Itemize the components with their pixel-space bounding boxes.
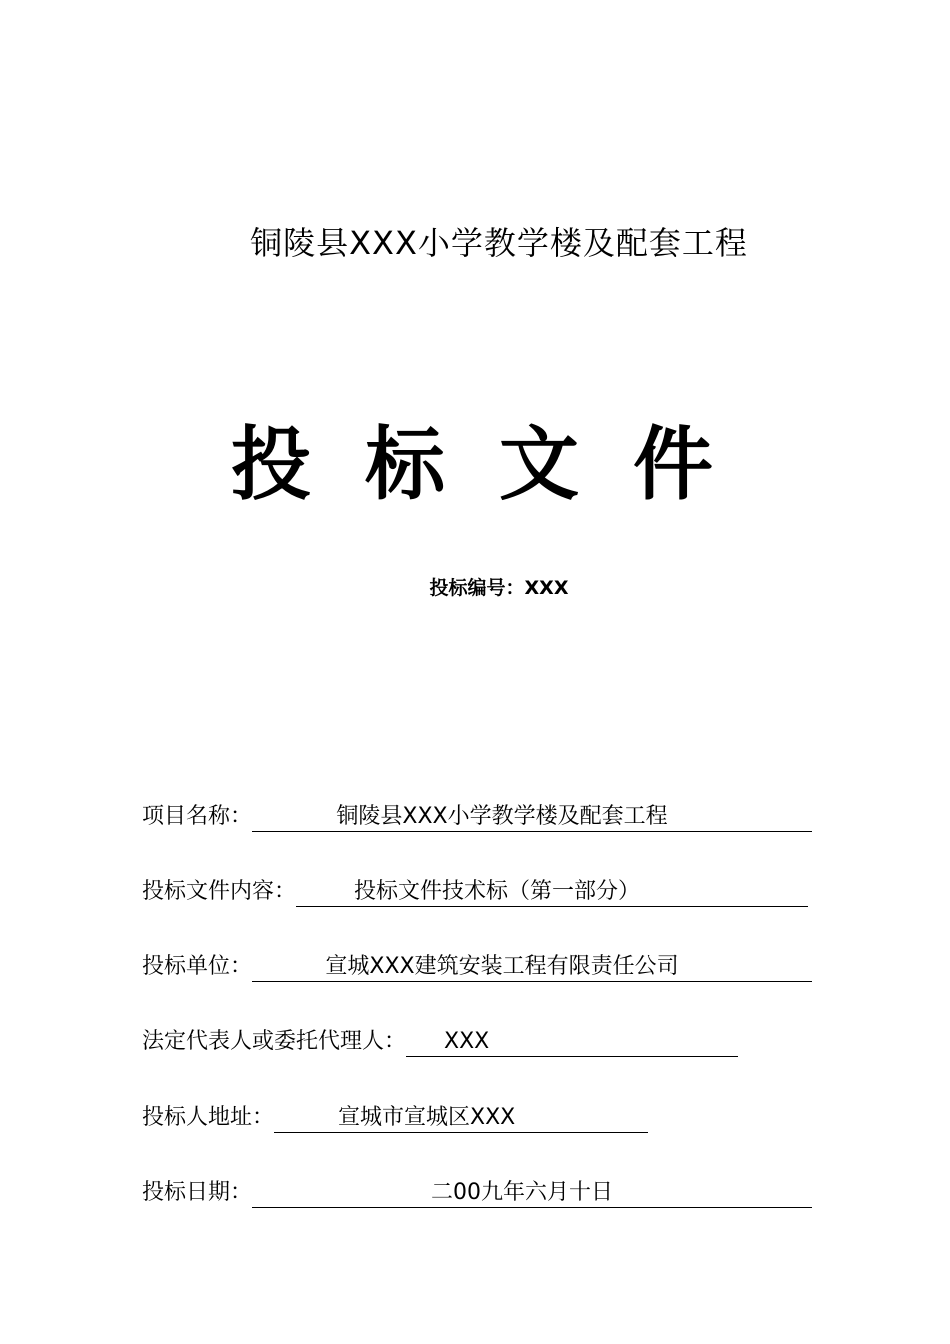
field-value: XXX [406, 1027, 738, 1057]
field-value: 投标文件技术标（第一部分） [296, 877, 808, 907]
field-label: 项目名称： [142, 804, 253, 829]
field-bidder-address [142, 1099, 648, 1133]
field-bid-date [142, 1174, 812, 1208]
field-legal-representative [142, 1023, 738, 1057]
field-value: 二00九年六月十日 [252, 1178, 812, 1208]
field-value: 宣城市宣城区XXX [274, 1103, 648, 1133]
field-label: 投标单位： [142, 954, 253, 979]
field-label: 投标日期： [142, 1180, 253, 1205]
field-value: 宣城XXX建筑安装工程有限责任公司 [252, 952, 812, 982]
document-title: 投标文件 [231, 418, 767, 511]
field-label: 投标文件内容： [142, 879, 297, 904]
field-bidder-unit [142, 948, 812, 982]
field-project-name [142, 798, 812, 832]
field-label: 法定代表人或委托代理人： [142, 1029, 407, 1054]
field-label: 投标人地址： [142, 1105, 275, 1130]
bid-number: 投标编号：XXX [429, 577, 569, 599]
project-title: 铜陵县XXX小学教学楼及配套工程 [250, 224, 748, 262]
field-bid-content [142, 873, 808, 907]
field-value: 铜陵县XXX小学教学楼及配套工程 [252, 802, 812, 832]
